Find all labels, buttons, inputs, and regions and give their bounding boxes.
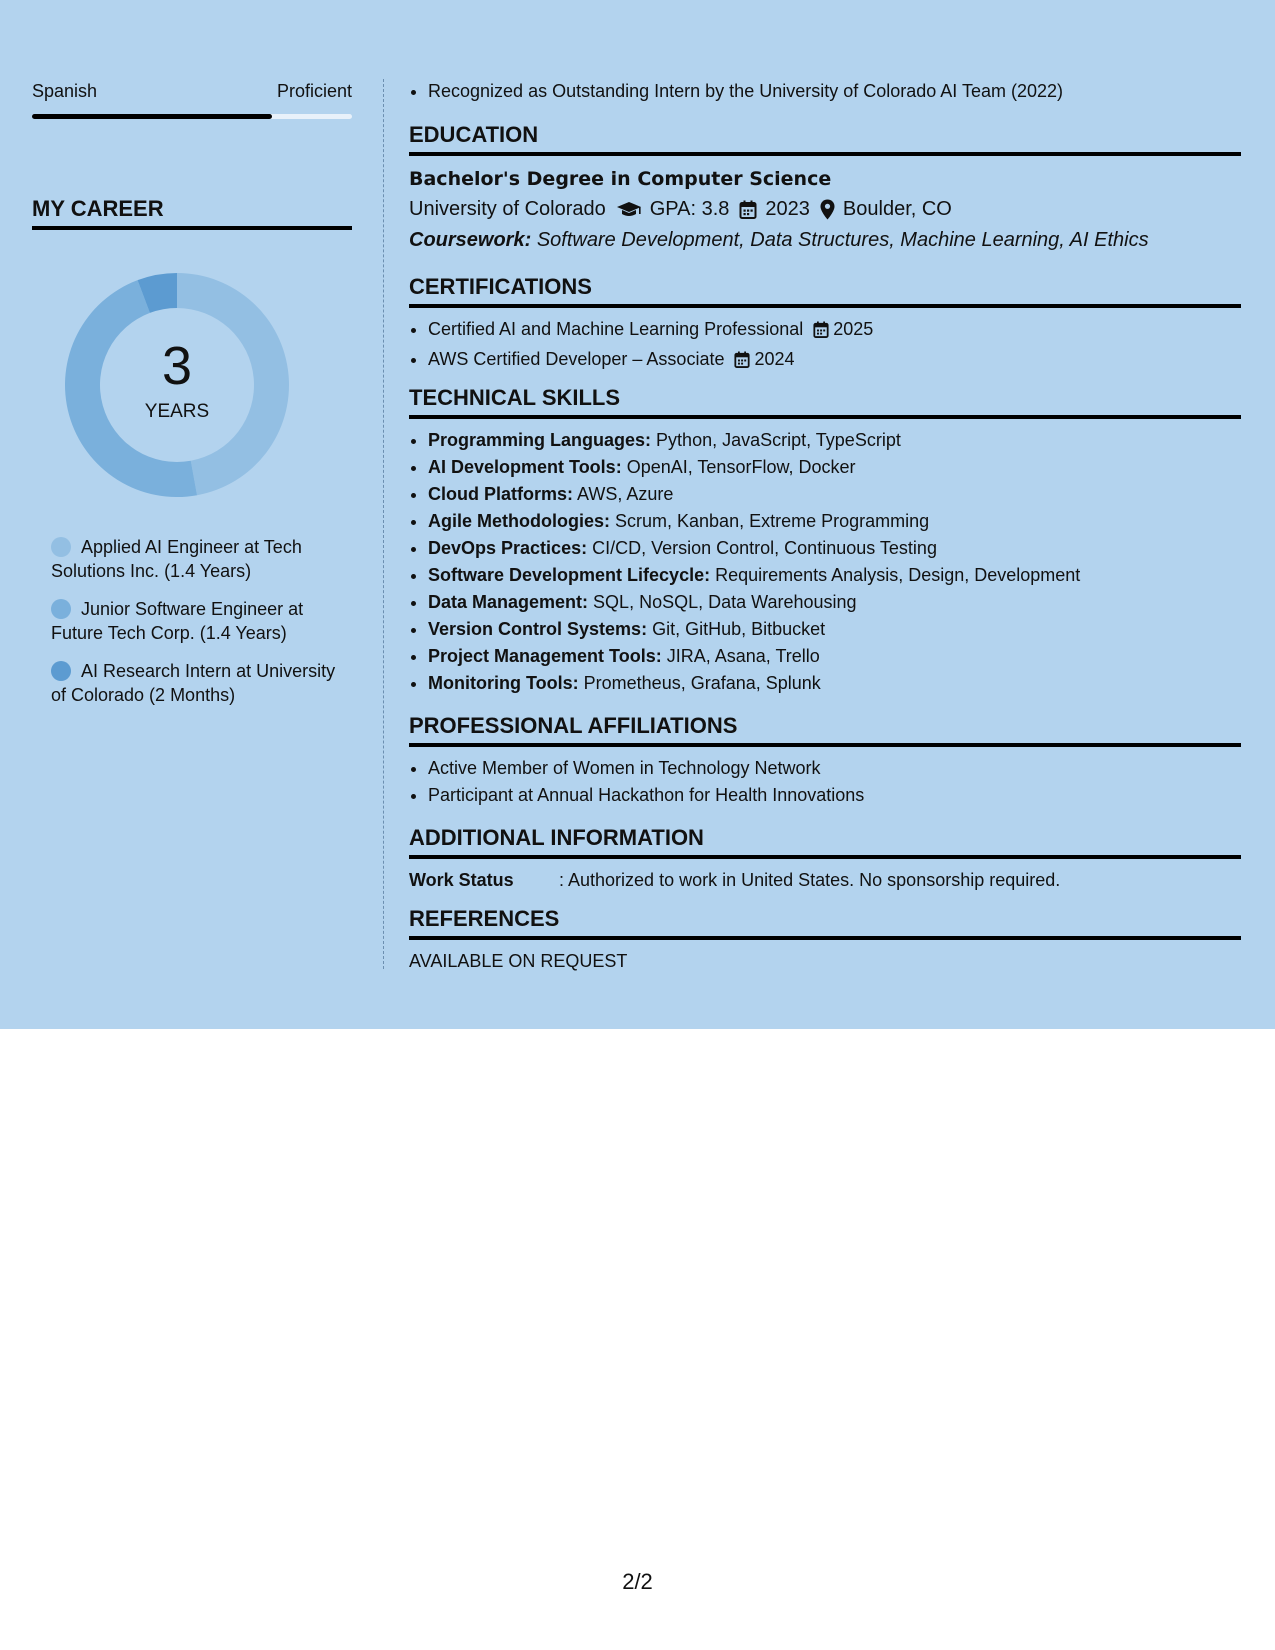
skill-label: Software Development Lifecycle: (428, 565, 711, 585)
legend-item (51, 597, 341, 645)
award-item: • Recognized as Outstanding Intern by the University of Colorado AI Team (2022) (428, 78, 1241, 105)
skill-label: DevOps Practices: (428, 538, 588, 558)
skill-label: Monitoring Tools: (428, 673, 579, 693)
career-total-number: 3 (161, 336, 193, 396)
skill-value: Scrum, Kanban, Extreme Programming (615, 511, 930, 531)
skill-item (428, 508, 1241, 535)
skill-value: SQL, NoSQL, Data Warehousing (593, 592, 857, 612)
career-heading: MY CAREER (32, 196, 352, 230)
skill-label: AI Development Tools: (428, 457, 622, 477)
legend-label: Applied AI Engineer at Tech Solutions Inc. (1.4 Years) (51, 537, 302, 581)
references-section (409, 906, 1241, 975)
legend-dot (51, 661, 71, 681)
skill-item (428, 481, 1241, 508)
additional-info-heading: ADDITIONAL INFORMATION (409, 825, 1241, 859)
legend-label: Junior Software Engineer at Future Tech Corp. (1.4 Years) (51, 599, 304, 643)
school-name: University of Colorado (409, 198, 606, 220)
certifications-section (409, 274, 1241, 376)
career-total-unit: YEARS (144, 401, 210, 422)
calendar-icon (739, 200, 757, 219)
skills-section (409, 385, 1241, 697)
affiliations-section (409, 713, 1241, 809)
column-divider (383, 79, 384, 969)
additional-info-section (409, 825, 1241, 894)
language-level: Proficient (276, 81, 352, 101)
skill-value: OpenAI, TensorFlow, Docker (626, 457, 856, 477)
skill-item (428, 670, 1241, 697)
career-legend (51, 535, 341, 721)
skill-value: AWS, Azure (577, 484, 674, 504)
page-number: 2/2 (622, 1569, 653, 1594)
language-proficiency-bar (32, 114, 352, 119)
skill-value: CI/CD, Version Control, Continuous Testing (592, 538, 937, 558)
coursework (409, 225, 1241, 256)
skill-value: Prometheus, Grafana, Splunk (583, 673, 821, 693)
legend-item (51, 659, 341, 707)
affiliations-heading: PROFESSIONAL AFFILIATIONS (409, 713, 1241, 747)
affiliation-item: • Participant at Annual Hackathon for Health Innovations (428, 782, 1241, 809)
legend-dot (51, 599, 71, 619)
references-text: AVAILABLE ON REQUEST (409, 951, 628, 971)
donut-segment (177, 273, 289, 495)
calendar-icon (734, 349, 750, 376)
certification-year: 2024 (754, 349, 795, 369)
skill-item (428, 616, 1241, 643)
skill-item (428, 454, 1241, 481)
map-pin-icon (820, 199, 835, 220)
awards-section (409, 78, 1241, 105)
coursework-list: Software Development, Data Structures, Machine Learning, AI Ethics (536, 229, 1149, 251)
school-location: Boulder, CO (842, 198, 952, 220)
skill-label: Project Management Tools: (428, 646, 662, 666)
language-proficiency-fill (32, 114, 272, 119)
legend-item (51, 535, 341, 583)
certification-item (428, 346, 1241, 376)
education-details (409, 194, 1241, 225)
education-section (409, 122, 1241, 256)
skill-value: JIRA, Asana, Trello (666, 646, 820, 666)
work-status-row (409, 867, 1241, 894)
graduation-year: 2023 (765, 198, 810, 220)
legend-dot (51, 537, 71, 557)
gpa: GPA: 3.8 (649, 198, 730, 220)
career-donut-chart (64, 272, 290, 498)
skill-item (428, 427, 1241, 454)
skill-label: Agile Methodologies: (428, 511, 610, 531)
references-heading: REFERENCES (409, 906, 1241, 940)
affiliation-item: • Active Member of Women in Technology Network (428, 755, 1241, 782)
language-name: Spanish (32, 81, 98, 101)
skill-item (428, 589, 1241, 616)
certification-name: AWS Certified Developer – Associate (428, 349, 725, 369)
certification-year: 2025 (833, 319, 874, 339)
degree-title: Bachelor's Degree in Computer Science (409, 168, 832, 190)
skills-heading: TECHNICAL SKILLS (409, 385, 1241, 419)
graduation-cap-icon (616, 201, 642, 219)
legend-label: AI Research Intern at University of Colorado (2 Months) (51, 661, 336, 705)
skill-value: Git, GitHub, Bitbucket (652, 619, 826, 639)
skill-value: Requirements Analysis, Design, Development (715, 565, 1081, 585)
certification-name: Certified AI and Machine Learning Professional (428, 319, 804, 339)
calendar-icon (813, 319, 829, 346)
work-status-value: : Authorized to work in United States. No sponsorship required. (559, 870, 1061, 890)
skill-item (428, 535, 1241, 562)
skill-item (428, 562, 1241, 589)
skill-label: Data Management: (428, 592, 589, 612)
skill-item (428, 643, 1241, 670)
skill-label: Cloud Platforms: (428, 484, 574, 504)
certifications-heading: CERTIFICATIONS (409, 274, 1241, 308)
skill-label: Programming Languages: (428, 430, 652, 450)
education-heading: EDUCATION (409, 122, 1241, 156)
coursework-label: Coursework: (409, 229, 532, 251)
certification-item (428, 316, 1241, 346)
skill-label: Version Control Systems: (428, 619, 648, 639)
language-row (32, 81, 352, 102)
work-status-label: Work Status (409, 870, 514, 890)
skill-value: Python, JavaScript, TypeScript (656, 430, 901, 450)
